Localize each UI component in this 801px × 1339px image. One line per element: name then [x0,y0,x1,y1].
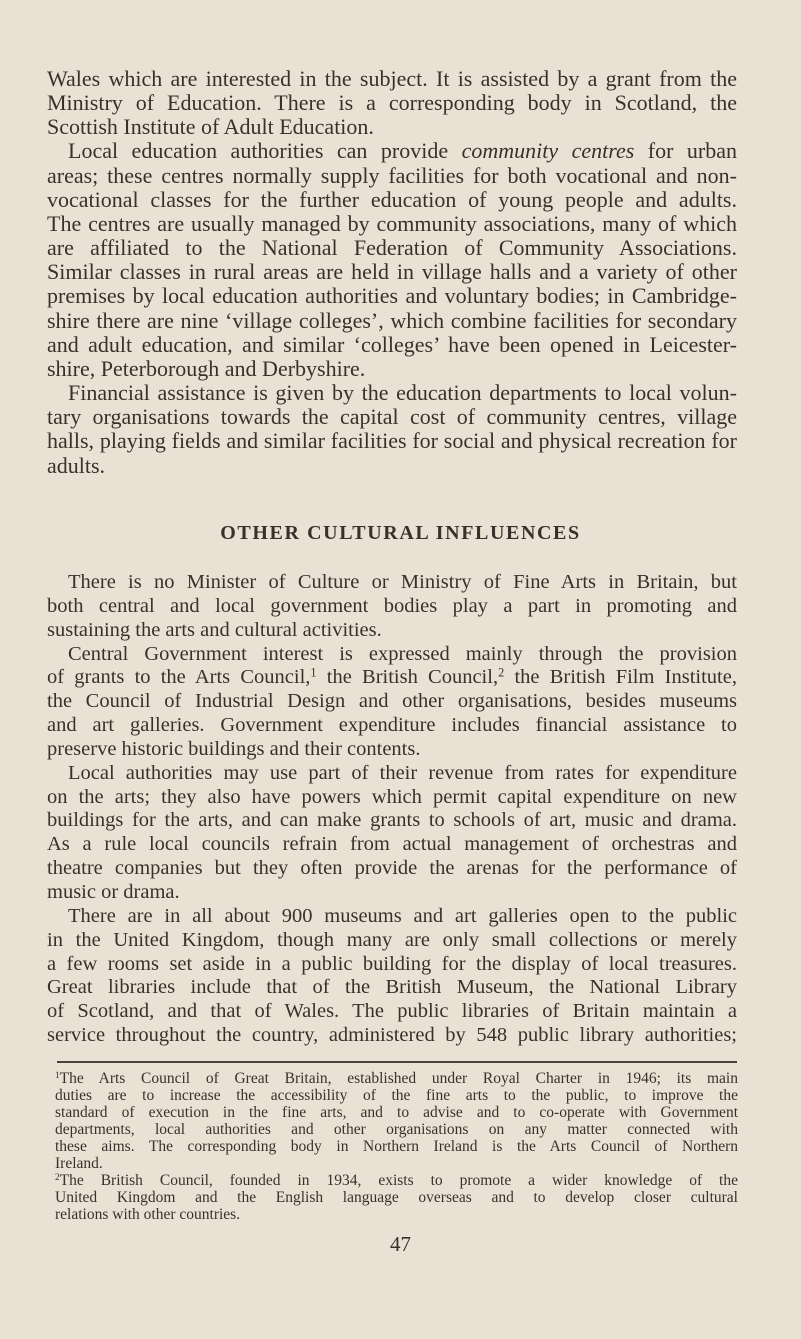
text-line: departments, local authorities and other organisations on any matter connected with [55,1121,738,1138]
text-line: a few rooms set aside in a public building for the display of local treasures. [47,952,737,975]
text-span: of grants to the Arts Council, [47,666,311,689]
footnote-marker: 2 [55,1172,60,1183]
text-line: the Council of Industrial Design and other organisations, besides museums [47,690,737,713]
text-line: these aims. The corresponding body in Northern Ireland is the Arts Council of Northern [55,1138,738,1155]
text-line: standard of execution in the fine arts, and to advise and to co-operate with Government [55,1104,738,1121]
text-line: are affiliated to the National Federation of Community Associations. [47,235,737,261]
text-line: in the United Kingdom, though many are only small collections or merely [47,928,737,951]
text-line: halls, playing fields and similar facilities for social and physical recreation for [47,428,737,454]
text-line: United Kingdom and the English language overseas and to develop closer cultural [55,1189,738,1206]
text-span: The Arts Council of Great Britain, established under Royal Charter in 1946; its main [59,1070,738,1087]
text-line: Scottish Institute of Adult Education. [47,114,374,140]
text-span: the British Council, [316,666,499,689]
text-line: of Scotland, and that of Wales. The public libraries of Britain maintain a [47,1000,737,1023]
text-line: There are in all about 900 museums and art galleries open to the public [68,904,737,927]
text-line: shire, Peterborough and Derbyshire. [47,355,366,381]
text-line: Wales which are interested in the subject. It is assisted by a grant from the [47,66,737,91]
page-number: 47 [390,1232,411,1256]
text-line: tary organisations towards the capital cost of community centres, village [47,404,737,430]
section-heading: OTHER CULTURAL INFLUENCES [220,522,581,544]
text-line: sustaining the arts and cultural activities. [47,618,382,641]
text-line: Local authorities may use part of their revenue from rates for expenditure [68,761,737,784]
footnote-marker: 2 [498,665,505,680]
text-line: Great libraries include that of the British Museum, the National Library [47,976,737,999]
text-line [47,666,737,690]
footnote-marker: 1 [310,665,317,680]
text-line: music or drama. [47,880,180,903]
text-line [55,1070,738,1087]
text-line: shire there are nine ‘village colleges’, which combine facilities for secondary [47,307,737,333]
text-line [55,1172,738,1189]
text-line: areas; these centres normally supply facilities for both vocational and non- [47,162,737,188]
text-line: There is no Minister of Culture or Ministry of Fine Arts in Britain, but [68,571,737,593]
text-line: and adult education, and similar ‘colleges’ have been opened in Leicester- [47,331,737,357]
text-span: The British Council, founded in 1934, exists to promote a wider knowledge of the [59,1172,738,1189]
footnote-divider [57,1061,737,1063]
text-line: Ireland. [55,1155,103,1172]
text-line: buildings for the arts, and can make grants to schools of art, music and drama. [47,809,737,832]
text-line: Financial assistance is given by the education departments to local volun- [68,380,737,406]
text-line: on the arts; they also have powers which permit capital expenditure on new [47,785,737,808]
footnote-marker: 1 [55,1070,60,1081]
body-section-cultural-influences [47,571,737,1048]
italic-text: community centres [461,138,635,164]
text-line: premises by local education authorities and voluntary bodies; in Cambridge- [47,283,737,309]
text-span: the British Film Institute, [504,666,737,689]
body-section-adult-education [47,67,737,478]
text-line: and art galleries. Government expenditure includes financial assistance to [47,714,737,737]
text-line: Similar classes in rural areas are held in village halls and a variety of other [47,259,737,285]
text-line: vocational classes for the further education of young people and adults. [47,186,737,212]
text-span: for urban [634,138,737,164]
text-line: relations with other countries. [55,1206,241,1223]
text-line: Central Government interest is expressed mainly through the provision [68,642,737,665]
text-line: As a rule local councils refrain from actual management of orchestras and [47,833,737,856]
text-line: preserve historic buildings and their contents. [47,737,421,760]
text-line: The centres are usually managed by community associations, many of which [47,210,737,236]
text-line: adults. [47,452,106,478]
text-line: duties are to increase the accessibility of the fine arts to the public, to improve the [55,1087,738,1104]
text-line: theatre companies but they often provide the arenas for the performance of [47,857,737,880]
text-line: both central and local government bodies play a part in promoting and [47,594,737,617]
footnotes [55,1070,738,1223]
text-line [47,139,737,163]
text-span: Local education authorities can provide [68,138,462,164]
text-line: service throughout the country, administered by 548 public library authorities; [47,1024,737,1047]
text-line: Ministry of Education. There is a corresponding body in Scotland, the [47,90,737,116]
